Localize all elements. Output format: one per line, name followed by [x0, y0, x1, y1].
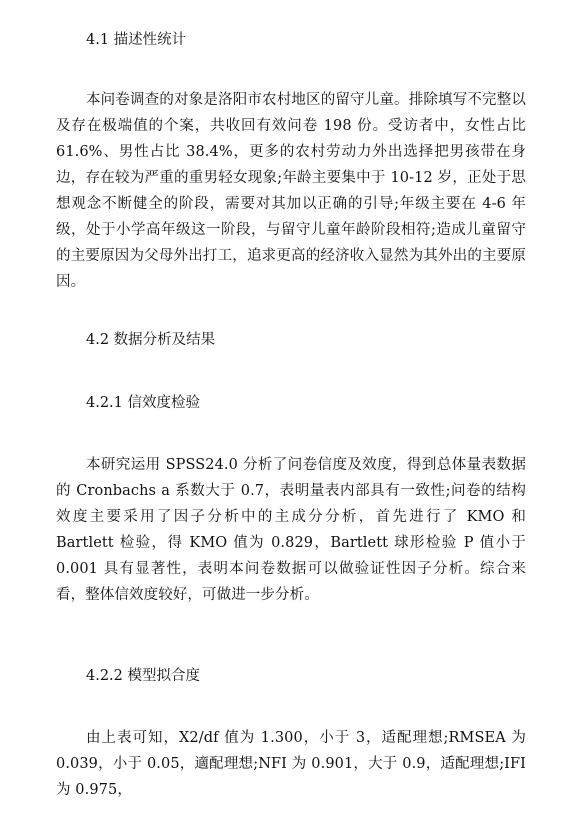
section-heading-4-2: 4.2 数据分析及结果 [86, 332, 216, 348]
section-heading-4-1: 4.1 描述性统计 [86, 32, 187, 48]
paragraph-model-fit: 由上表可知，X2/df 值为 1.300，小于 3，适配理想;RMSEA 为 0.039，小于 0.05，適配理想;NFI 为 0.901，大于 0.9，适配理想;IFI 为 0.975， [56, 730, 526, 798]
section-heading-4-2-1: 4.2.1 信效度检验 [86, 395, 201, 411]
paragraph-descriptive-statistics: 本问卷调查的对象是洛阳市农村地区的留守儿童。排除填写不完整以及存在极端值的个案，共收回有效问卷 198 份。受访者中，女性占比 61.6%、男性占比 38.4%，更多的农村劳动力外出选择把男孩带在身边，存在较为严重的重男轻女现象;年龄主要集中于 10-12 岁，正处于思想观念不断健全的阶段，需要对其加以正确的引导;年级主要在 4-6 年级，处于小学高年级这一阶段，与留守儿童年龄阶段相符;造成儿童留守的主要原因为父母外出打工，追求更高的经济收入显然为其外出的主要原因。 [56, 92, 526, 290]
paragraph-reliability-validity: 本研究运用 SPSS24.0 分析了问卷信度及效度，得到总体量表数据的 Cronbachs a 系数大于 0.7，表明量表内部具有一致性;问卷的结构效度主要采用了因子分析中的主成分分析，首先进行了 KMO 和 Bartlett 检验，得 KMO 值为 0.829，Bartlett 球形检验 P 值小于 0.001 具有显著性，表明本问卷数据可以做验证性因子分析。综合来看，整体信效度较好，可做进一步分析。 [56, 457, 526, 603]
section-heading-4-2-2: 4.2.2 模型拟合度 [86, 668, 201, 684]
